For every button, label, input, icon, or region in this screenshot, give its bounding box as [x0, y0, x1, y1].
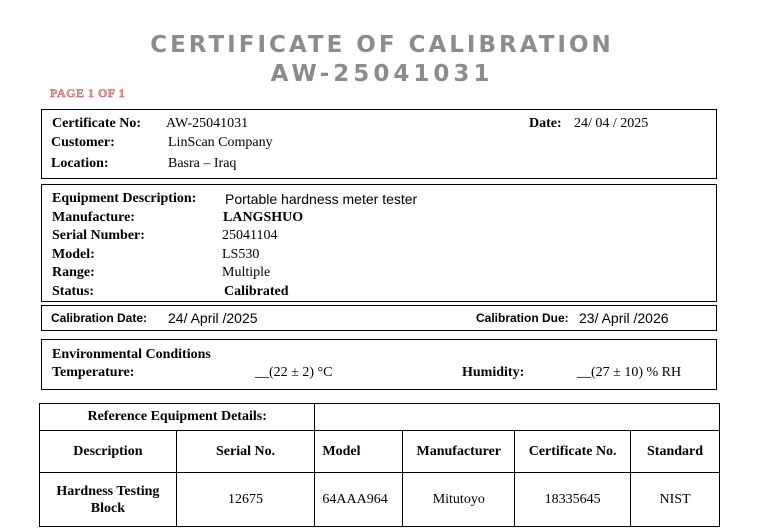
equipment-box	[41, 184, 717, 302]
environment-box	[41, 339, 717, 390]
location-label: Location:	[51, 156, 109, 171]
certificate-info-box	[41, 109, 717, 179]
reference-equipment-table	[39, 403, 720, 527]
customer-label: Customer:	[51, 135, 115, 150]
manufacture-label: Manufacture:	[52, 210, 135, 225]
row-certificate: 18335645	[515, 473, 631, 527]
table-row	[40, 473, 720, 527]
calibration-date-value: 24/ April /2025	[168, 310, 258, 326]
range-label: Range:	[52, 265, 95, 280]
reference-heading-blank	[315, 404, 720, 431]
row-description: Hardness Testing Block	[40, 473, 177, 527]
column-header-certificate: Certificate No.	[515, 431, 631, 473]
humidity-label: Humidity:	[462, 365, 525, 380]
humidity-value	[577, 365, 681, 381]
row-serial: 12675	[176, 473, 315, 527]
document-title: CERTIFICATE OF CALIBRATION	[150, 32, 614, 58]
calibration-due-label: Calibration Due:	[476, 311, 569, 325]
column-header-serial: Serial No.	[176, 431, 315, 473]
model-value: LS530	[222, 247, 260, 262]
temperature-value	[255, 365, 332, 381]
temperature-underline-mark: __	[255, 365, 269, 380]
calibration-dates-box	[41, 305, 717, 331]
reference-heading: Reference Equipment Details:	[40, 404, 315, 431]
humidity-reading: (27 ± 10) % RH	[591, 365, 682, 380]
column-header-description: Description	[40, 431, 177, 473]
page-number: PAGE 1 OF 1	[50, 86, 126, 100]
customer-name: LinScan Company	[168, 135, 273, 150]
status-value: Calibrated	[224, 284, 289, 299]
column-header-model: Model	[315, 431, 403, 473]
column-header-standard: Standard	[631, 431, 720, 473]
certificate-code-title: AW-25041031	[270, 61, 494, 87]
certificate-number-label: Certificate No:	[52, 116, 142, 131]
equipment-description: Portable hardness meter tester	[225, 191, 418, 207]
row-model: 64AAA964	[315, 473, 403, 527]
environment-heading: Environmental Conditions	[52, 347, 211, 362]
model-label: Model:	[52, 247, 95, 262]
date-label: Date:	[529, 116, 562, 131]
temperature-label: Temperature:	[52, 365, 135, 380]
manufacture-value: LANGSHUO	[223, 210, 304, 225]
certificate-date: 24/ 04 / 2025	[574, 116, 649, 131]
row-manufacturer: Mitutoyo	[403, 473, 515, 527]
certificate-number: AW-25041031	[166, 116, 249, 131]
equipment-description-label: Equipment Description:	[52, 191, 197, 206]
temperature-reading: (22 ± 2) °C	[269, 365, 333, 380]
calibration-due-value: 23/ April /2026	[579, 310, 669, 326]
status-label: Status:	[52, 284, 95, 299]
row-standard: NIST	[631, 473, 720, 527]
calibration-date-label: Calibration Date:	[51, 311, 148, 325]
column-header-manufacturer: Manufacturer	[403, 431, 515, 473]
serial-number-value: 25041104	[222, 228, 278, 243]
location-value: Basra – Iraq	[168, 156, 237, 171]
serial-number-label: Serial Number:	[52, 228, 145, 243]
humidity-underline-mark: __	[577, 365, 591, 380]
range-value: Multiple	[222, 265, 271, 280]
